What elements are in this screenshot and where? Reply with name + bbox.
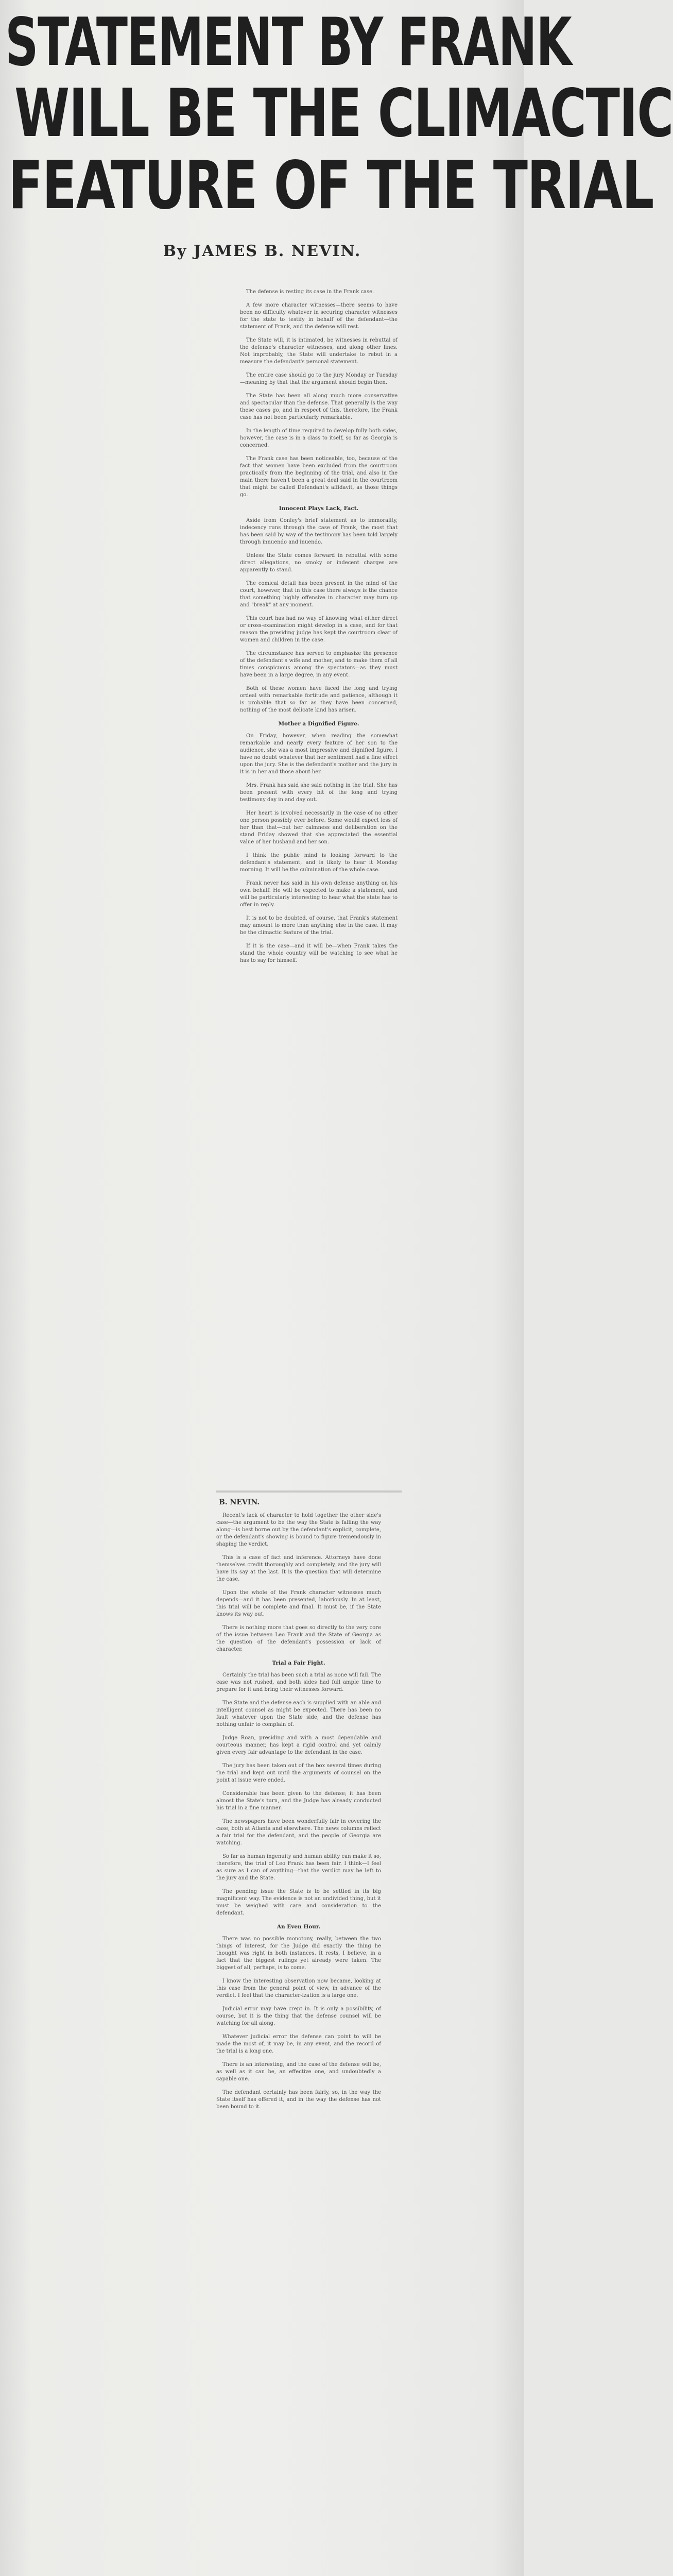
paragraph: Considerable has been given to the defense; it has been almost the State's turn, and the Judge has already conducted his trial in a fine manner. [216,1791,381,1811]
paragraph: The State will, it is intimated, be witnesses in rebuttal of the defense's character witnesses, and along other lines. Not improbably, the State will undertake to rebut in a measure the defendant's personal statement. [240,337,398,365]
subhead-mother-dignified: Mother a Dignified Figure. [278,721,359,727]
paragraph: The newspapers have been wonderfully fair in covering the case, both at Atlanta and elsewhere. The news columns reflect a fair trial for the defendant, and the people of Georgia are watching. [216,1819,381,1846]
paragraph: The Frank case has been noticeable, too, because of the fact that women have been excluded from the courtroom practically from the beginning of the trial, and also in the main there haven't been a great deal said in the courtroom that might be called Defendant's affidavit, as those things go. [240,456,398,498]
paragraph: On Friday, however, when reading the somewhat remarkable and nearly every feature of her son to the audience, she was a most impressive and dignified figure. I have no doubt whatever that her sentiment had a fine effect upon the jury. She is the defendant's mother and the jury in it is in her and those about her. [240,733,398,775]
paragraph: Her heart is involved necessarily in the case of no other one person possibly ever before. Some would expect less of her than that—but her calmness and deliberation on the stand Friday showed that she appreciated the essential value of her husband and her son. [240,810,398,845]
article-column-top [240,289,398,1494]
paragraph-group-1 [216,1512,381,1653]
paragraph: Judicial error may have crept in. It is only a possibility, of course, but it is the thing that the defense counsel will be watching for all along. [216,2006,381,2026]
paragraph: It is not to be doubted, of course, that Frank's statement may amount to more than anything else in the case. It may be the climactic feature of the trial. [240,916,398,936]
paragraph: The comical detail has been present in the mind of the court, however, that in this case there always is the chance that something highly offensive in character may turn up and "break" at any moment. [240,581,398,608]
article-column-bottom [216,1512,381,2576]
paragraph: In the length of time required to develop fully both sides, however, the case is in a class to itself, so far as Georgia is concerned. [240,428,398,448]
headline-line-2: WILL BE THE CLIMACTIC [14,75,673,152]
paragraph: Upon the whole of the Frank character witnesses much depends—and it has been presented, laboriously. In at least, this trial will be complete and final. It must be, if the State knows its way out. [216,1590,381,1617]
subhead-even-hour: An Even Hour. [277,1924,321,1930]
paragraph: If it is the case—and it will be—when Frank takes the stand the whole country will be watching to see what he has to say for himself. [240,943,398,963]
paragraph: Certainly the trial has been such a trial as none will fail. The case was not rushed, and both sides had full ample time to prepare for it and bring their witnesses forward. [216,1672,381,1692]
paragraph: Unless the State comes forward in rebuttal with some direct allegations, no smoky or indecent charges are apparently to stand. [240,553,398,573]
paragraph: The State has been all along much more conservative and spectacular than the defense. That generally is the way these cases go, and in respect of this, therefore, the Frank case has not been particularly remarkable. [240,393,398,420]
paragraph: This court has had no way of knowing what either direct or cross-examination might develop in a case, and for that reason the presiding judge has kept the courtroom clear of women and children in the case. [240,616,398,643]
subhead-trial-fair-fight: Trial a Fair Fight. [272,1660,325,1666]
paragraph: Recent's lack of character to hold together the other side's case—the argument to be the way the State is falling the way along—is best borne out by the defendant's explicit, complete, or the defendant's showing is bound to figure tremendously in shaping the verdict. [216,1513,381,1547]
paragraph: I think the public mind is looking forward to the defendant's statement, and is likely to hear it Monday morning. It will be the culmination of the whole case. [240,853,398,873]
paragraph: The jury has been taken out of the box several times during the trial and kept out until the arguments of counsel on the point at issue were ended. [216,1763,381,1783]
page-fold-divider [216,1490,402,1493]
headline-line-1: STATEMENT BY FRANK [5,4,572,81]
paragraph: There is an interesting, and the case of the defense will be, as well as it can be, an effective one, and undoubtedly a capable one. [216,2062,381,2082]
paragraph: The defendant certainly has been fairly, so, in the way the State itself has offered it, and in the way the defense has not been bound to it. [216,2090,381,2110]
paragraph: Aside from Conley's brief statement as to immorality, indecency runs through the case of Frank, the most that has been said by way of the testimony has been told largely through innuendo and inuendo. [240,518,398,545]
paragraph-group-1 [240,289,398,499]
paragraph-group-3 [216,1936,381,2111]
paragraph: The pending issue the State is to be settled in its big magnificent way. The evidence is not an undivided thing, but it must be weighed with care and consideration to the defendant. [216,1889,381,1916]
paragraph: There is nothing more that goes so directly to the very core of the issue between Leo Frank and the State of Georgia as the question of the defendant's possession or lack of character. [216,1625,381,1652]
paragraph: Judge Roan, presiding and with a most dependable and courteous manner, has kept a rigid control and yet calmly given every fair advantage to the defendant in the case. [216,1735,381,1755]
paragraph: The circumstance has served to emphasize the presence of the defendant's wife and mother, and to make them of all times conspicuous among the spectators—as they must have been in a large degree, in any event. [240,651,398,678]
subhead-innocent-plays: Innocent Plays Lack, Fact. [279,505,359,512]
continuation-byline: B. NEVIN. [219,1498,260,1506]
paragraph: The defense is resting its case in the Frank case. [246,289,374,295]
paragraph: So far as human ingenuity and human ability can make it so, therefore, the trial of Leo Frank has been fair. I think—I feel as sure as I can of anything—that the verdict may be left to the jury and the State. [216,1854,382,1881]
paragraph: There was no possible monotony, really, between the two things of interest, for the Judge did exactly the thing he thought was right in both instances. It rests, I believe, in a fact that the biggest rulings yet already were taken. The biggest of all, perhaps, is to come. [216,1936,381,1971]
paragraph: Frank never has said in his own defense anything on his own behalf. He will be expected to make a statement, and will be particularly interesting to hear what the state has to offer in reply. [240,880,398,908]
paragraph: I know the interesting observation now became, looking at this case from the general point of view, in advance of the verdict. I feel that the character-ization is a large one. [216,1978,381,1998]
paragraph: Mrs. Frank has said she said nothing in the trial. She has been present with every bit of the long and trying testimony day in and day out. [240,783,398,803]
paragraph: This is a case of fact and inference. Attorneys have done themselves credit thoroughly and completely, and the jury will have its say at the last. It is the question that will determine the case. [216,1555,381,1582]
paragraph: Both of these women have faced the long and trying ordeal with remarkable fortitude and patience, although it is probable that so far as they have been concerned, nothing of the most delicate kind has arisen. [240,686,398,713]
headline-line-3: FEATURE OF THE TRIAL [8,147,653,224]
paragraph-group-3 [240,733,398,964]
byline: By JAMES B. NEVIN. [163,242,361,260]
paragraph-group-2 [216,1672,381,1917]
paragraph: The State and the defense each is supplied with an able and intelligent counsel as might be expected. There has been no fault whatever upon the State side, and the defense has nothing unfair to complain of. [216,1700,381,1727]
paragraph-group-2 [240,517,398,714]
paragraph: Whatever judicial error the defense can point to will be made the most of, it may be, in any event, and the record of the trial is a long one. [216,2034,381,2054]
paragraph: A few more character witnesses—there seems to have been no difficulty whatever in securing character witnesses for the state to testify in behalf of the defendant—the statement of Frank, and the defense will rest. [240,302,398,330]
paragraph: The entire case should go to the jury Monday or Tuesday—meaning by that that the argument should begin then. [240,372,398,385]
